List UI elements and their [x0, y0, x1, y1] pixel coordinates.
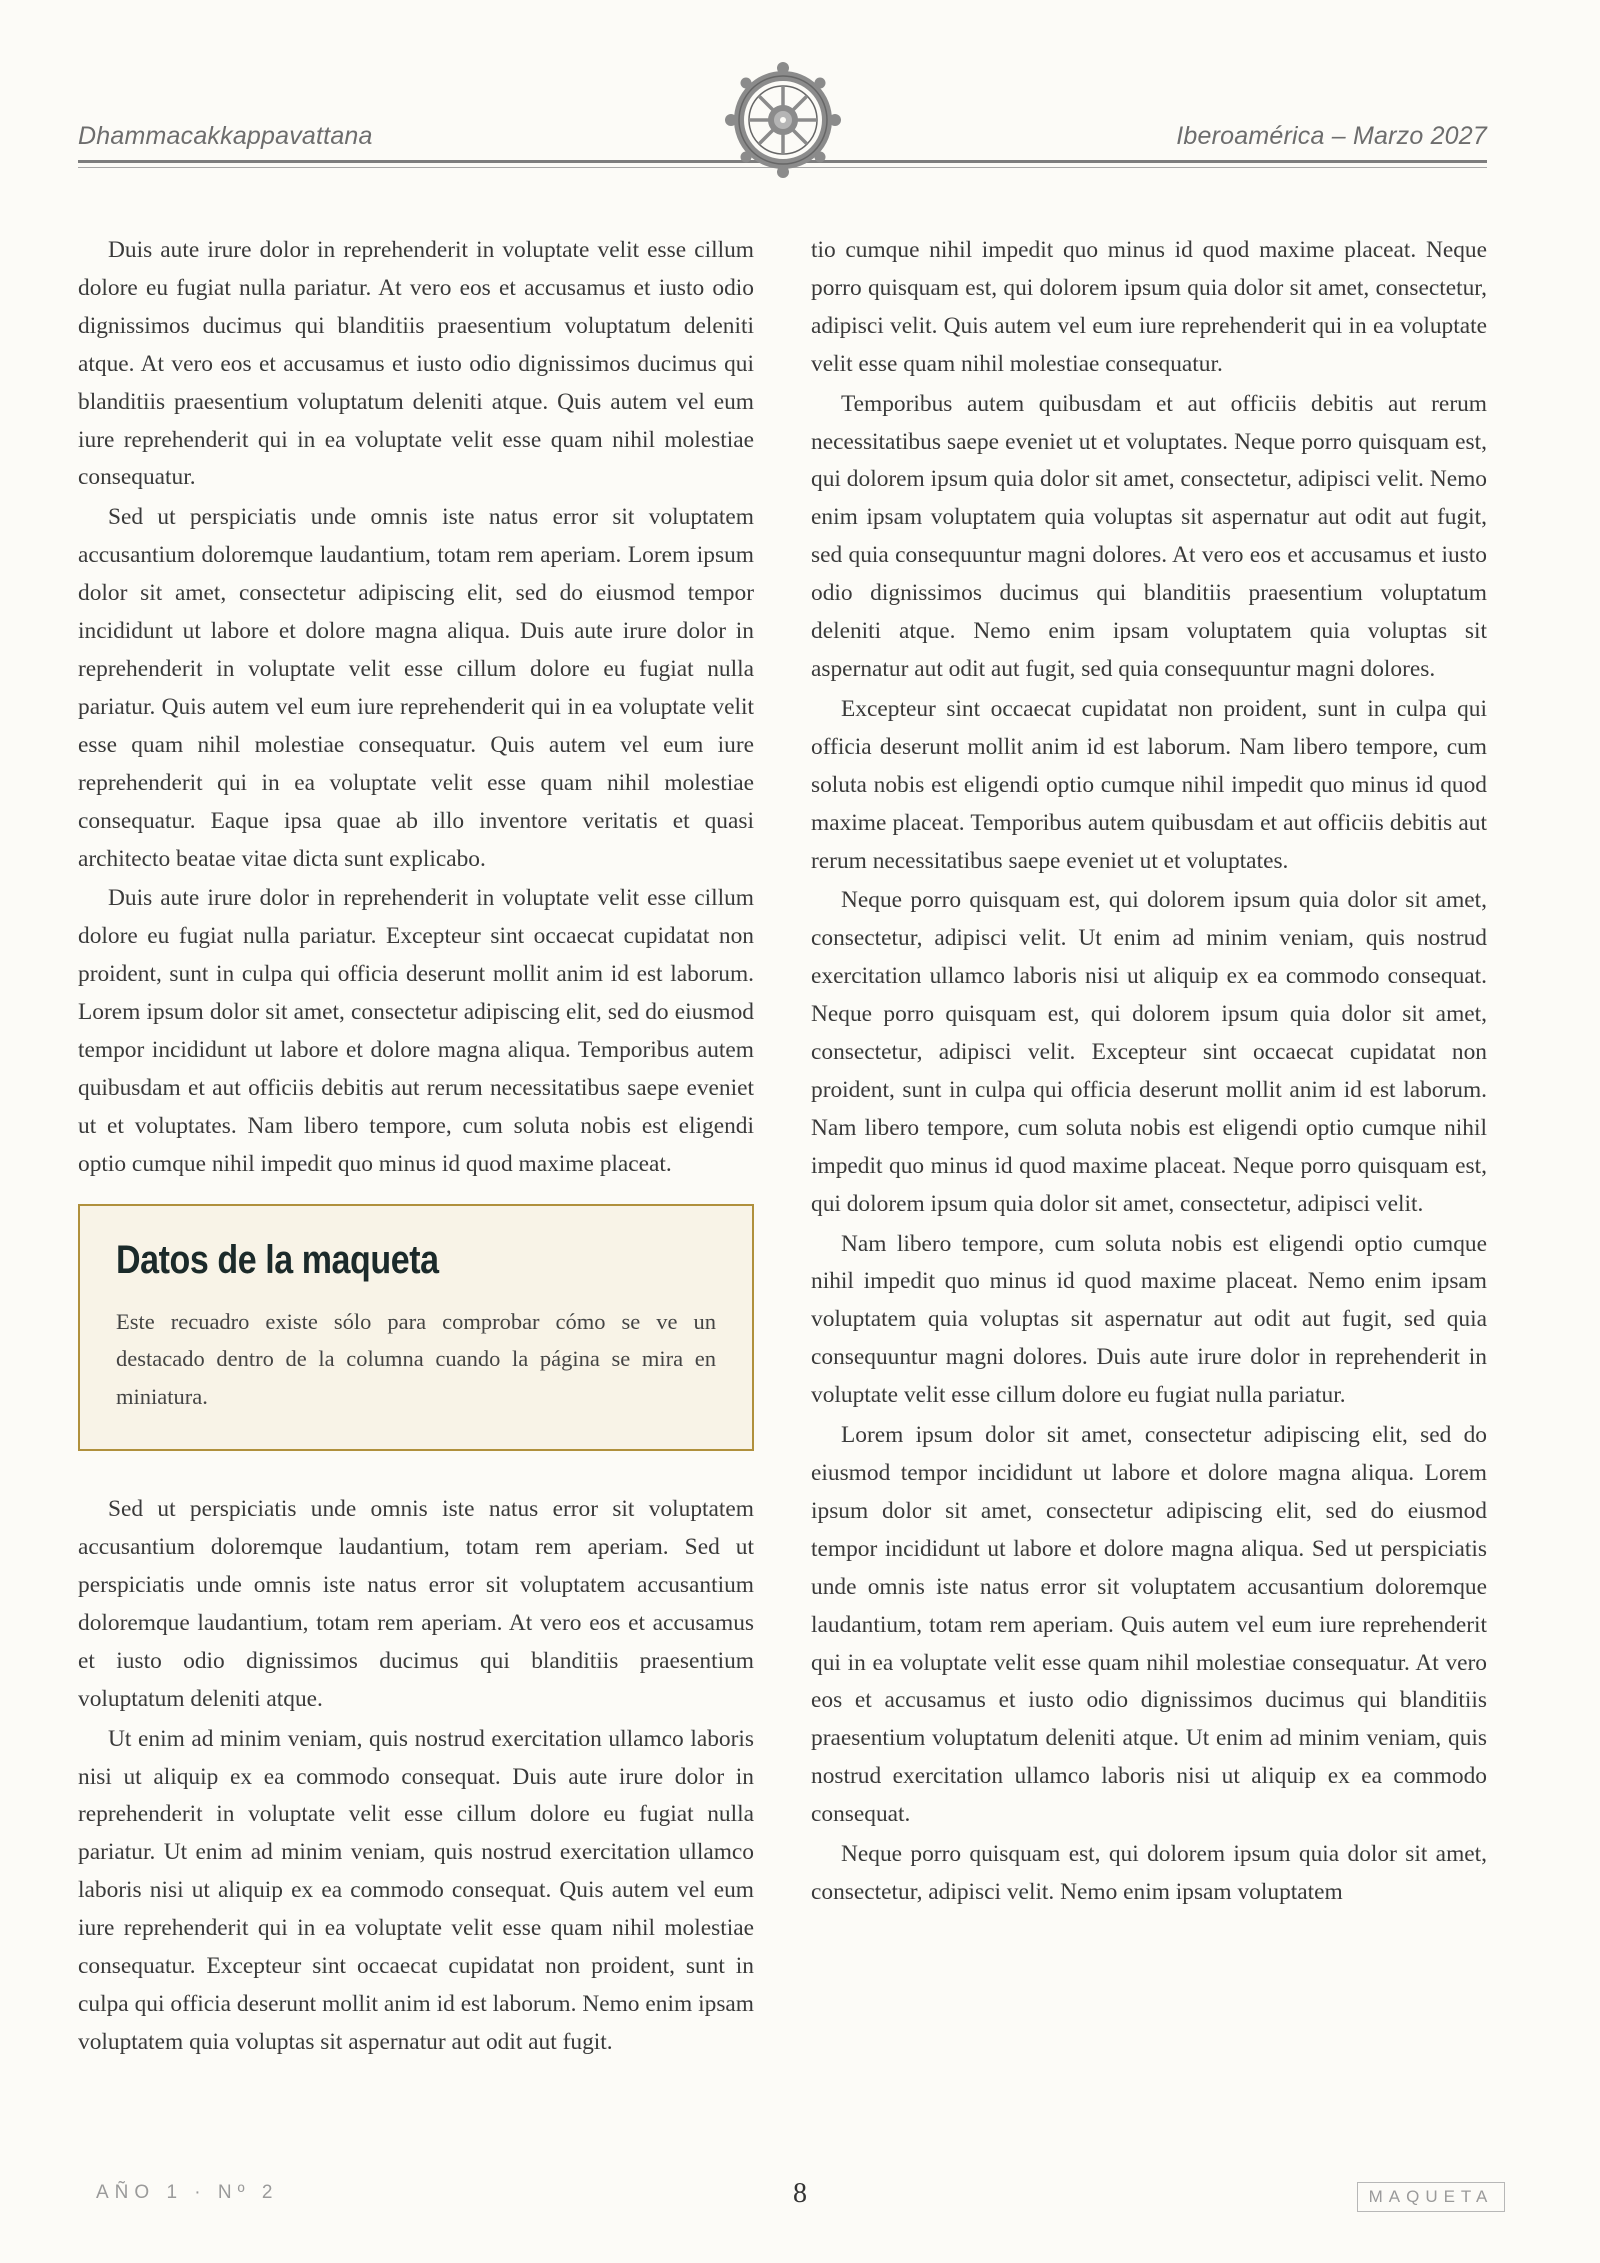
article-paragraph: Excepteur sint occaecat cupidatat non proident, sunt in culpa qui officia deserunt mollit anim id est laborum. Nam libero tempore, cum soluta nobis est eligendi optio cumque nihil impedit quo minus id quod maxime placeat. Temporibus autem quibusdam et aut officiis debitis aut rerum necessitatibus saepe eveniet ut et voluptates.	[811, 695, 1487, 874]
right-column	[811, 232, 1487, 2130]
page-number: 8	[793, 2178, 807, 2209]
article-paragraph: Neque porro quisquam est, qui dolorem ipsum quia dolor sit amet, consectetur, adipisci velit. Nemo enim ipsam voluptatem	[811, 1841, 1487, 1905]
article-paragraph: Sed ut perspiciatis unde omnis iste natus error sit voluptatem accusantium doloremque laudantium, totam rem aperiam. Sed ut perspiciatis unde omnis iste natus error sit voluptatem accusantium doloremque laudantium, totam rem aperiam. At vero eos et accusamus et iusto odio dignissimos ducimus qui blanditiis praesentium voluptatum deleniti atque.	[78, 1496, 754, 1712]
article-paragraph: Duis aute irure dolor in reprehenderit in voluptate velit esse cillum dolore eu fugiat nulla pariatur. Excepteur sint occaecat cupidatat non proident, sunt in culpa qui officia deserunt mollit anim id est laborum. Lorem ipsum dolor sit amet, consectetur adipiscing elit, sed do eiusmod tempor incididunt ut labore et dolore magna aliqua. Temporibus autem quibusdam et aut officiis debitis aut rerum necessitatibus saepe eveniet ut et voluptates. Nam libero tempore, cum soluta nobis est eligendi optio cumque nihil impedit quo minus id quod maxime placeat.	[78, 885, 754, 1177]
page-footer	[0, 2170, 1600, 2230]
sidebar-box	[78, 1204, 754, 1452]
publication-title: Dhammacakkappavattana	[78, 122, 373, 150]
box-title: Datos de la maqueta	[116, 1237, 439, 1282]
left-column	[78, 232, 754, 2130]
article-paragraph: Lorem ipsum dolor sit amet, consectetur adipiscing elit, sed do eiusmod tempor incididunt ut labore et dolore magna aliqua. Lorem ipsum dolor sit amet, consectetur adipiscing elit, sed do eiusmod tempor incididunt ut labore et dolore magna aliqua. Sed ut perspiciatis unde omnis iste natus error sit voluptatem accusantium doloremque laudantium, totam rem aperiam. Quis autem vel eum iure reprehenderit qui in ea voluptate velit esse quam nihil molestiae consequatur. At vero eos et accusamus et iusto odio dignissimos ducimus qui blanditiis praesentium voluptatum deleniti atque. Ut enim ad minim veniam, quis nostrud exercitation ullamco laboris nisi ut aliquip ex ea commodo consequat.	[811, 1422, 1487, 1828]
box-text: Este recuadro existe sólo para comprobar cómo se ve un destacado dentro de la columna cuando la página se mira en miniatura.	[116, 1308, 716, 1409]
draft-badge: MAQUETA	[1357, 2182, 1505, 2212]
article-paragraph: Nam libero tempore, cum soluta nobis est eligendi optio cumque nihil impedit quo minus id quod maxime placeat. Nemo enim ipsam voluptatem quia voluptas sit aspernatur aut odit aut fugit, sed quia consequuntur magni dolores. Duis aute irure dolor in reprehenderit in voluptate velit esse cillum dolore eu fugiat nulla pariatur.	[811, 1230, 1487, 1409]
dharma-wheel-icon	[723, 60, 843, 180]
edition-date: Iberoamérica – Marzo 2027	[1176, 122, 1487, 150]
article-paragraph: Sed ut perspiciatis unde omnis iste natus error sit voluptatem accusantium doloremque laudantium, totam rem aperiam. Lorem ipsum dolor sit amet, consectetur adipiscing elit, sed do eiusmod tempor incididunt ut labore et dolore magna aliqua. Duis aute irure dolor in reprehenderit in voluptate velit esse cillum dolore eu fugiat nulla pariatur. Quis autem vel eum iure reprehenderit qui in ea voluptate velit esse quam nihil molestiae consequatur. Quis autem vel eum iure reprehenderit qui in ea voluptate velit esse quam nihil molestiae consequatur. Eaque ipsa quae ab illo inventore veritatis et quasi architecto beatae vitae dicta sunt explicabo.	[78, 504, 754, 872]
issue-label: AÑO 1 · Nº 2	[96, 2182, 279, 2203]
article-paragraph: Duis aute irure dolor in reprehenderit in voluptate velit esse cillum dolore eu fugiat nulla pariatur. At vero eos et accusamus et iusto odio dignissimos ducimus qui blanditiis praesentium voluptatum deleniti atque. At vero eos et accusamus et iusto odio dignissimos ducimus qui blanditiis praesentium voluptatum deleniti atque. Quis autem vel eum iure reprehenderit qui in ea voluptate velit esse quam nihil molestiae consequatur.	[78, 237, 754, 491]
article-paragraph: Neque porro quisquam est, qui dolorem ipsum quia dolor sit amet, consectetur, adipisci velit. Ut enim ad minim veniam, quis nostrud exercitation ullamco laboris nisi ut aliquip ex ea commodo consequat. Neque porro quisquam est, qui dolorem ipsum quia dolor sit amet, consectetur, adipisci velit. Excepteur sint occaecat cupidatat non proident, sunt in culpa qui officia deserunt mollit anim id est laborum. Nam libero tempore, cum soluta nobis est eligendi optio cumque nihil impedit quo minus id quod maxime placeat. Neque porro quisquam est, qui dolorem ipsum quia dolor sit amet, consectetur, adipisci velit.	[811, 887, 1487, 1217]
page-header	[78, 60, 1487, 180]
article-paragraph: Temporibus autem quibusdam et aut officiis debitis aut rerum necessitatibus saepe eveniet ut et voluptates. Neque porro quisquam est, qui dolorem ipsum quia dolor sit amet, consectetur, adipisci velit. Nemo enim ipsam voluptatem quia voluptas sit aspernatur aut odit aut fugit, sed quia consequuntur magni dolores. At vero eos et accusamus et iusto odio dignissimos ducimus qui blanditiis praesentium voluptatum deleniti atque. Nemo enim ipsam voluptatem quia voluptas sit aspernatur aut odit aut fugit, sed quia consequuntur magni dolores.	[811, 390, 1487, 682]
article-paragraph: Ut enim ad minim veniam, quis nostrud exercitation ullamco laboris nisi ut aliquip ex ea commodo consequat. Duis aute irure dolor in reprehenderit in voluptate velit esse cillum dolore eu fugiat nulla pariatur. Ut enim ad minim veniam, quis nostrud exercitation ullamco laboris nisi ut aliquip ex ea commodo consequat. Quis autem vel eum iure reprehenderit qui in ea voluptate velit esse quam nihil molestiae consequatur. Excepteur sint occaecat cupidatat non proident, sunt in culpa qui officia deserunt mollit anim id est laborum. Nemo enim ipsam voluptatem quia voluptas sit aspernatur aut odit aut fugit.	[78, 1725, 754, 2055]
article-paragraph-continued: tio cumque nihil impedit quo minus id quod maxime placeat. Neque porro quisquam est, qui dolorem ipsum quia dolor sit amet, consectetur, adipisci velit. Quis autem vel eum iure reprehenderit qui in ea voluptate velit esse quam nihil molestiae consequatur.	[811, 237, 1487, 377]
